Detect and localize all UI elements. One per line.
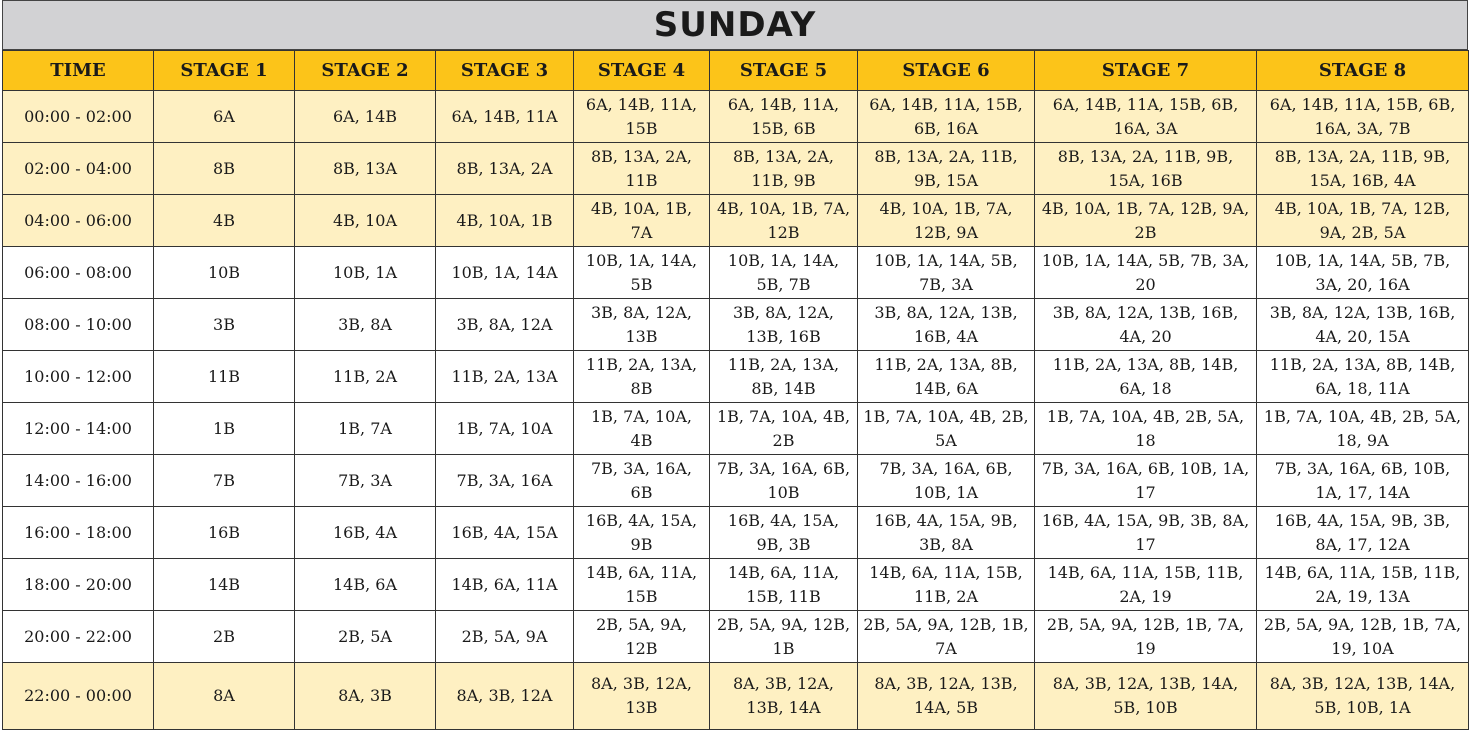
table-row bbox=[3, 247, 1469, 299]
time-slot-cell: 14:00 - 16:00 bbox=[3, 455, 154, 507]
stage-8-cell: 4B, 10A, 1B, 7A, 12B, 9A, 2B, 5A bbox=[1257, 195, 1469, 247]
stage-6-cell: 6A, 14B, 11A, 15B, 6B, 16A bbox=[858, 91, 1035, 143]
header-stage-8: STAGE 8 bbox=[1257, 51, 1469, 91]
stage-5-cell: 14B, 6A, 11A, 15B, 11B bbox=[710, 559, 858, 611]
stage-2-cell: 2B, 5A bbox=[295, 611, 436, 663]
header-row bbox=[3, 51, 1469, 91]
stage-1-cell: 14B bbox=[154, 559, 295, 611]
stage-5-cell: 7B, 3A, 16A, 6B, 10B bbox=[710, 455, 858, 507]
stage-2-cell: 1B, 7A bbox=[295, 403, 436, 455]
stage-4-cell: 8A, 3B, 12A, 13B bbox=[574, 663, 710, 730]
stage-6-cell: 14B, 6A, 11A, 15B, 11B, 2A bbox=[858, 559, 1035, 611]
stage-8-cell: 8A, 3B, 12A, 13B, 14A, 5B, 10B, 1A bbox=[1257, 663, 1469, 730]
stage-6-cell: 11B, 2A, 13A, 8B, 14B, 6A bbox=[858, 351, 1035, 403]
stage-1-cell: 8B bbox=[154, 143, 295, 195]
stage-6-cell: 3B, 8A, 12A, 13B, 16B, 4A bbox=[858, 299, 1035, 351]
time-slot-cell: 20:00 - 22:00 bbox=[3, 611, 154, 663]
stage-8-cell: 6A, 14B, 11A, 15B, 6B, 16A, 3A, 7B bbox=[1257, 91, 1469, 143]
stage-1-cell: 4B bbox=[154, 195, 295, 247]
stage-8-cell: 11B, 2A, 13A, 8B, 14B, 6A, 18, 11A bbox=[1257, 351, 1469, 403]
stage-4-cell: 11B, 2A, 13A, 8B bbox=[574, 351, 710, 403]
stage-5-cell: 16B, 4A, 15A, 9B, 3B bbox=[710, 507, 858, 559]
time-slot-cell: 06:00 - 08:00 bbox=[3, 247, 154, 299]
header-stage-6: STAGE 6 bbox=[858, 51, 1035, 91]
page-title: SUNDAY bbox=[2, 0, 1468, 50]
schedule-sheet bbox=[2, 0, 1468, 730]
stage-2-cell: 10B, 1A bbox=[295, 247, 436, 299]
stage-7-cell: 8A, 3B, 12A, 13B, 14A, 5B, 10B bbox=[1035, 663, 1257, 730]
stage-1-cell: 16B bbox=[154, 507, 295, 559]
stage-8-cell: 8B, 13A, 2A, 11B, 9B, 15A, 16B, 4A bbox=[1257, 143, 1469, 195]
stage-1-cell: 3B bbox=[154, 299, 295, 351]
stage-2-cell: 7B, 3A bbox=[295, 455, 436, 507]
stage-7-cell: 1B, 7A, 10A, 4B, 2B, 5A, 18 bbox=[1035, 403, 1257, 455]
stage-5-cell: 3B, 8A, 12A, 13B, 16B bbox=[710, 299, 858, 351]
stage-1-cell: 2B bbox=[154, 611, 295, 663]
stage-8-cell: 14B, 6A, 11A, 15B, 11B, 2A, 19, 13A bbox=[1257, 559, 1469, 611]
stage-5-cell: 1B, 7A, 10A, 4B, 2B bbox=[710, 403, 858, 455]
table-row bbox=[3, 299, 1469, 351]
stage-3-cell: 7B, 3A, 16A bbox=[436, 455, 574, 507]
stage-6-cell: 10B, 1A, 14A, 5B, 7B, 3A bbox=[858, 247, 1035, 299]
schedule-table bbox=[2, 50, 1469, 730]
time-slot-cell: 04:00 - 06:00 bbox=[3, 195, 154, 247]
header-stage-2: STAGE 2 bbox=[295, 51, 436, 91]
stage-4-cell: 1B, 7A, 10A, 4B bbox=[574, 403, 710, 455]
stage-5-cell: 2B, 5A, 9A, 12B, 1B bbox=[710, 611, 858, 663]
stage-6-cell: 16B, 4A, 15A, 9B, 3B, 8A bbox=[858, 507, 1035, 559]
table-row bbox=[3, 403, 1469, 455]
stage-8-cell: 1B, 7A, 10A, 4B, 2B, 5A, 18, 9A bbox=[1257, 403, 1469, 455]
table-row bbox=[3, 507, 1469, 559]
header-stage-4: STAGE 4 bbox=[574, 51, 710, 91]
stage-8-cell: 10B, 1A, 14A, 5B, 7B, 3A, 20, 16A bbox=[1257, 247, 1469, 299]
stage-3-cell: 14B, 6A, 11A bbox=[436, 559, 574, 611]
stage-8-cell: 3B, 8A, 12A, 13B, 16B, 4A, 20, 15A bbox=[1257, 299, 1469, 351]
stage-3-cell: 1B, 7A, 10A bbox=[436, 403, 574, 455]
table-row bbox=[3, 663, 1469, 730]
stage-7-cell: 8B, 13A, 2A, 11B, 9B, 15A, 16B bbox=[1035, 143, 1257, 195]
stage-1-cell: 1B bbox=[154, 403, 295, 455]
stage-4-cell: 6A, 14B, 11A, 15B bbox=[574, 91, 710, 143]
stage-4-cell: 16B, 4A, 15A, 9B bbox=[574, 507, 710, 559]
table-row bbox=[3, 351, 1469, 403]
stage-7-cell: 11B, 2A, 13A, 8B, 14B, 6A, 18 bbox=[1035, 351, 1257, 403]
stage-3-cell: 3B, 8A, 12A bbox=[436, 299, 574, 351]
stage-4-cell: 4B, 10A, 1B, 7A bbox=[574, 195, 710, 247]
stage-1-cell: 11B bbox=[154, 351, 295, 403]
stage-5-cell: 8B, 13A, 2A, 11B, 9B bbox=[710, 143, 858, 195]
stage-6-cell: 2B, 5A, 9A, 12B, 1B, 7A bbox=[858, 611, 1035, 663]
stage-2-cell: 14B, 6A bbox=[295, 559, 436, 611]
stage-7-cell: 10B, 1A, 14A, 5B, 7B, 3A, 20 bbox=[1035, 247, 1257, 299]
stage-4-cell: 8B, 13A, 2A, 11B bbox=[574, 143, 710, 195]
stage-8-cell: 16B, 4A, 15A, 9B, 3B, 8A, 17, 12A bbox=[1257, 507, 1469, 559]
stage-6-cell: 8A, 3B, 12A, 13B, 14A, 5B bbox=[858, 663, 1035, 730]
stage-5-cell: 8A, 3B, 12A, 13B, 14A bbox=[710, 663, 858, 730]
stage-8-cell: 7B, 3A, 16A, 6B, 10B, 1A, 17, 14A bbox=[1257, 455, 1469, 507]
time-slot-cell: 18:00 - 20:00 bbox=[3, 559, 154, 611]
time-slot-cell: 10:00 - 12:00 bbox=[3, 351, 154, 403]
stage-6-cell: 1B, 7A, 10A, 4B, 2B, 5A bbox=[858, 403, 1035, 455]
stage-3-cell: 2B, 5A, 9A bbox=[436, 611, 574, 663]
stage-3-cell: 8B, 13A, 2A bbox=[436, 143, 574, 195]
stage-3-cell: 11B, 2A, 13A bbox=[436, 351, 574, 403]
stage-4-cell: 3B, 8A, 12A, 13B bbox=[574, 299, 710, 351]
stage-2-cell: 8B, 13A bbox=[295, 143, 436, 195]
stage-3-cell: 16B, 4A, 15A bbox=[436, 507, 574, 559]
stage-1-cell: 8A bbox=[154, 663, 295, 730]
time-slot-cell: 12:00 - 14:00 bbox=[3, 403, 154, 455]
stage-6-cell: 7B, 3A, 16A, 6B, 10B, 1A bbox=[858, 455, 1035, 507]
stage-5-cell: 10B, 1A, 14A, 5B, 7B bbox=[710, 247, 858, 299]
time-slot-cell: 22:00 - 00:00 bbox=[3, 663, 154, 730]
time-slot-cell: 02:00 - 04:00 bbox=[3, 143, 154, 195]
stage-7-cell: 16B, 4A, 15A, 9B, 3B, 8A, 17 bbox=[1035, 507, 1257, 559]
table-row bbox=[3, 611, 1469, 663]
stage-4-cell: 10B, 1A, 14A, 5B bbox=[574, 247, 710, 299]
stage-4-cell: 2B, 5A, 9A, 12B bbox=[574, 611, 710, 663]
stage-4-cell: 7B, 3A, 16A, 6B bbox=[574, 455, 710, 507]
time-slot-cell: 08:00 - 10:00 bbox=[3, 299, 154, 351]
stage-1-cell: 10B bbox=[154, 247, 295, 299]
stage-7-cell: 4B, 10A, 1B, 7A, 12B, 9A, 2B bbox=[1035, 195, 1257, 247]
stage-7-cell: 2B, 5A, 9A, 12B, 1B, 7A, 19 bbox=[1035, 611, 1257, 663]
stage-2-cell: 3B, 8A bbox=[295, 299, 436, 351]
stage-1-cell: 6A bbox=[154, 91, 295, 143]
stage-7-cell: 6A, 14B, 11A, 15B, 6B, 16A, 3A bbox=[1035, 91, 1257, 143]
time-slot-cell: 00:00 - 02:00 bbox=[3, 91, 154, 143]
table-row bbox=[3, 195, 1469, 247]
stage-7-cell: 7B, 3A, 16A, 6B, 10B, 1A, 17 bbox=[1035, 455, 1257, 507]
header-stage-5: STAGE 5 bbox=[710, 51, 858, 91]
stage-2-cell: 16B, 4A bbox=[295, 507, 436, 559]
stage-1-cell: 7B bbox=[154, 455, 295, 507]
table-row bbox=[3, 91, 1469, 143]
header-time: TIME bbox=[3, 51, 154, 91]
table-row bbox=[3, 559, 1469, 611]
stage-2-cell: 6A, 14B bbox=[295, 91, 436, 143]
header-stage-3: STAGE 3 bbox=[436, 51, 574, 91]
stage-3-cell: 10B, 1A, 14A bbox=[436, 247, 574, 299]
header-stage-1: STAGE 1 bbox=[154, 51, 295, 91]
stage-4-cell: 14B, 6A, 11A, 15B bbox=[574, 559, 710, 611]
stage-3-cell: 8A, 3B, 12A bbox=[436, 663, 574, 730]
stage-7-cell: 3B, 8A, 12A, 13B, 16B, 4A, 20 bbox=[1035, 299, 1257, 351]
stage-2-cell: 8A, 3B bbox=[295, 663, 436, 730]
stage-3-cell: 6A, 14B, 11A bbox=[436, 91, 574, 143]
header-stage-7: STAGE 7 bbox=[1035, 51, 1257, 91]
stage-8-cell: 2B, 5A, 9A, 12B, 1B, 7A, 19, 10A bbox=[1257, 611, 1469, 663]
table-row bbox=[3, 455, 1469, 507]
stage-2-cell: 11B, 2A bbox=[295, 351, 436, 403]
stage-5-cell: 11B, 2A, 13A, 8B, 14B bbox=[710, 351, 858, 403]
stage-3-cell: 4B, 10A, 1B bbox=[436, 195, 574, 247]
stage-2-cell: 4B, 10A bbox=[295, 195, 436, 247]
time-slot-cell: 16:00 - 18:00 bbox=[3, 507, 154, 559]
stage-6-cell: 8B, 13A, 2A, 11B, 9B, 15A bbox=[858, 143, 1035, 195]
stage-6-cell: 4B, 10A, 1B, 7A, 12B, 9A bbox=[858, 195, 1035, 247]
stage-5-cell: 4B, 10A, 1B, 7A, 12B bbox=[710, 195, 858, 247]
stage-7-cell: 14B, 6A, 11A, 15B, 11B, 2A, 19 bbox=[1035, 559, 1257, 611]
stage-5-cell: 6A, 14B, 11A, 15B, 6B bbox=[710, 91, 858, 143]
table-row bbox=[3, 143, 1469, 195]
